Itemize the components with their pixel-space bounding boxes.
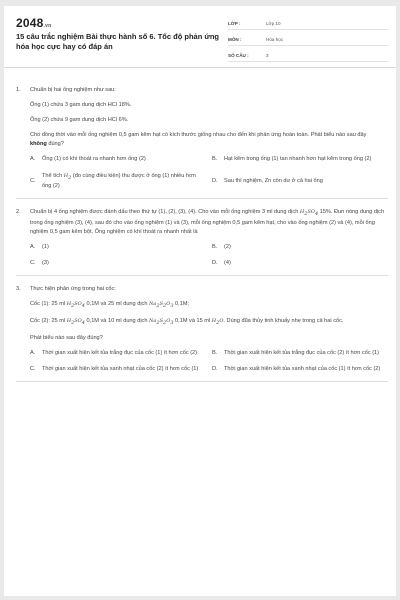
option-a[interactable]: [30, 243, 206, 252]
option-text: Thời gian xuất hiện kết tủa trắng đục của cốc (1) ít hơn cốc (2): [42, 349, 198, 356]
question-number: 1.: [16, 87, 21, 93]
document-header: [4, 6, 396, 68]
option-letter: D.: [212, 260, 218, 267]
option-text: Thể tích $H_2$ (đo cùng điều kiện) thu được ở ống (1) nhiều hơn ống (2): [42, 172, 196, 190]
option-text: Thời gian xuất hiện kết tủa xanh nhạt của cốc (1) ít hơn cốc (2): [224, 366, 381, 373]
option-letter: A.: [30, 349, 36, 356]
option-text: (4): [224, 260, 231, 267]
option-letter: A.: [30, 243, 36, 250]
question-text: Chuẩn bị hai ống nghiệm như sau:: [30, 87, 116, 93]
question-text: Cốc (2): 25 ml $H_2SO_4$ 0,1M và 10 ml dung dịch $Na_2S_2O_3$ 0,1M và 15 ml $H_2O$. Dùng đũa thủy tinh khuấy nhẹ trong cả hai cốc.: [30, 317, 344, 326]
prompt-emphasis: không: [30, 141, 47, 147]
answer-options: [30, 349, 388, 374]
option-b[interactable]: [212, 155, 388, 164]
meta-subject-label: MÔN :: [228, 36, 242, 42]
question-number: 3.: [16, 285, 21, 292]
meta-subject-row: [228, 33, 388, 46]
meta-class-row: [228, 17, 388, 30]
question-2: [16, 208, 388, 276]
question-3: [16, 285, 388, 382]
question-1: [16, 86, 388, 199]
option-c[interactable]: [30, 172, 206, 191]
option-c[interactable]: [30, 365, 206, 374]
logo-tld: .vn: [43, 23, 52, 29]
document-title: 15 câu trắc nghiệm Bài thực hành số 6. Tốc độ phản ứng hóa học cực hay có đáp án: [16, 32, 219, 51]
question-text: Chuẩn bị 4 ống nghiệm được đánh dấu theo thứ tự (1), (2), (3), (4). Cho vào mỗi ống nghiệm 3 ml dung dịch $H_2SO_4$ 15%. Đun nóng dung dịch trong ống nghiệm (3), (4), sau đó cho vào ống nghiệm (1) và (3), mỗi ống nghiệm 0,5 gam kẽm hạt, cho vào ống nghiệm (2) và (4), mỗi ống nghiệm 0,5 gam kẽm bột. Ống nghiệm có khí thoát ra nhanh nhất là: [30, 208, 385, 235]
question-prompt: Phát biểu nào sau đây đúng?: [30, 334, 103, 341]
option-d[interactable]: [212, 172, 388, 191]
option-letter: C.: [30, 366, 36, 373]
option-a[interactable]: [30, 155, 206, 164]
option-letter: D.: [212, 177, 218, 184]
prompt-part: Cho đồng thời vào mỗi ống nghiệm 0,5 gam kẽm hạt có kích thước giống nhau cho đến khi phản ứng hoàn toàn. Phát biểu nào sau đây: [30, 132, 367, 138]
option-letter: C.: [30, 260, 36, 267]
question-text: Cốc (1): 25 ml $H_2SO_4$ 0,1M và 25 ml dung dịch $Na_2S_2O_3$ 0,1M;: [30, 300, 190, 309]
option-text: (1): [42, 243, 49, 250]
option-text: Sau thí nghiệm, Zn còn dư ở cả hai ống: [224, 177, 323, 184]
meta-class-label: LỚP :: [228, 20, 241, 26]
meta-count-label: SỐ CÂU :: [228, 52, 249, 58]
option-letter: C.: [30, 177, 36, 184]
option-letter: B.: [212, 156, 218, 162]
meta-count-value: 3: [266, 52, 269, 58]
answer-options: [30, 155, 388, 191]
document-page: [4, 6, 396, 596]
option-text: Thời gian xuất hiện kết tủa xanh nhạt của cốc (2) ít hơn cốc (1): [42, 366, 199, 373]
question-text: Ống (2) chứa 9 gam dung dịch HCl 6%.: [30, 117, 129, 123]
option-text: Ống (1) có khí thoát ra nhanh hơn ống (2): [42, 156, 146, 162]
option-text: Hạt kẽm trong ống (1) tan nhanh hơn hạt kẽm trong ống (2): [224, 156, 372, 162]
option-d[interactable]: [212, 365, 388, 374]
site-logo[interactable]: [16, 16, 51, 30]
option-d[interactable]: [212, 259, 388, 268]
meta-subject-value: Hóa học: [266, 36, 284, 42]
option-letter: B.: [212, 243, 218, 250]
question-text: Thực hiện phản ứng trong hai cốc:: [30, 285, 116, 292]
option-a[interactable]: [30, 349, 206, 358]
option-letter: B.: [212, 349, 218, 356]
option-text: (2): [224, 243, 231, 250]
logo-brand: 2048: [16, 16, 44, 30]
option-letter: A.: [30, 156, 36, 162]
document-meta: [228, 17, 388, 65]
question-prompt: [30, 131, 388, 149]
meta-class-value: Lớp 10: [266, 20, 281, 26]
option-b[interactable]: [212, 349, 388, 358]
option-c[interactable]: [30, 259, 206, 268]
questions-list: [16, 86, 388, 391]
option-b[interactable]: [212, 243, 388, 252]
answer-options: [30, 243, 388, 268]
prompt-part: đúng?: [46, 141, 64, 147]
meta-count-row: [228, 49, 388, 62]
question-text: Ống (1) chứa 3 gam dung dịch HCl 18%.: [30, 102, 132, 108]
option-text: (3): [42, 260, 49, 267]
option-letter: D.: [212, 366, 218, 373]
question-number: 2.: [16, 208, 21, 215]
option-text: Thời gian xuất hiện kết tủa trắng đục của cốc (2) ít hơn cốc (1): [224, 349, 380, 356]
